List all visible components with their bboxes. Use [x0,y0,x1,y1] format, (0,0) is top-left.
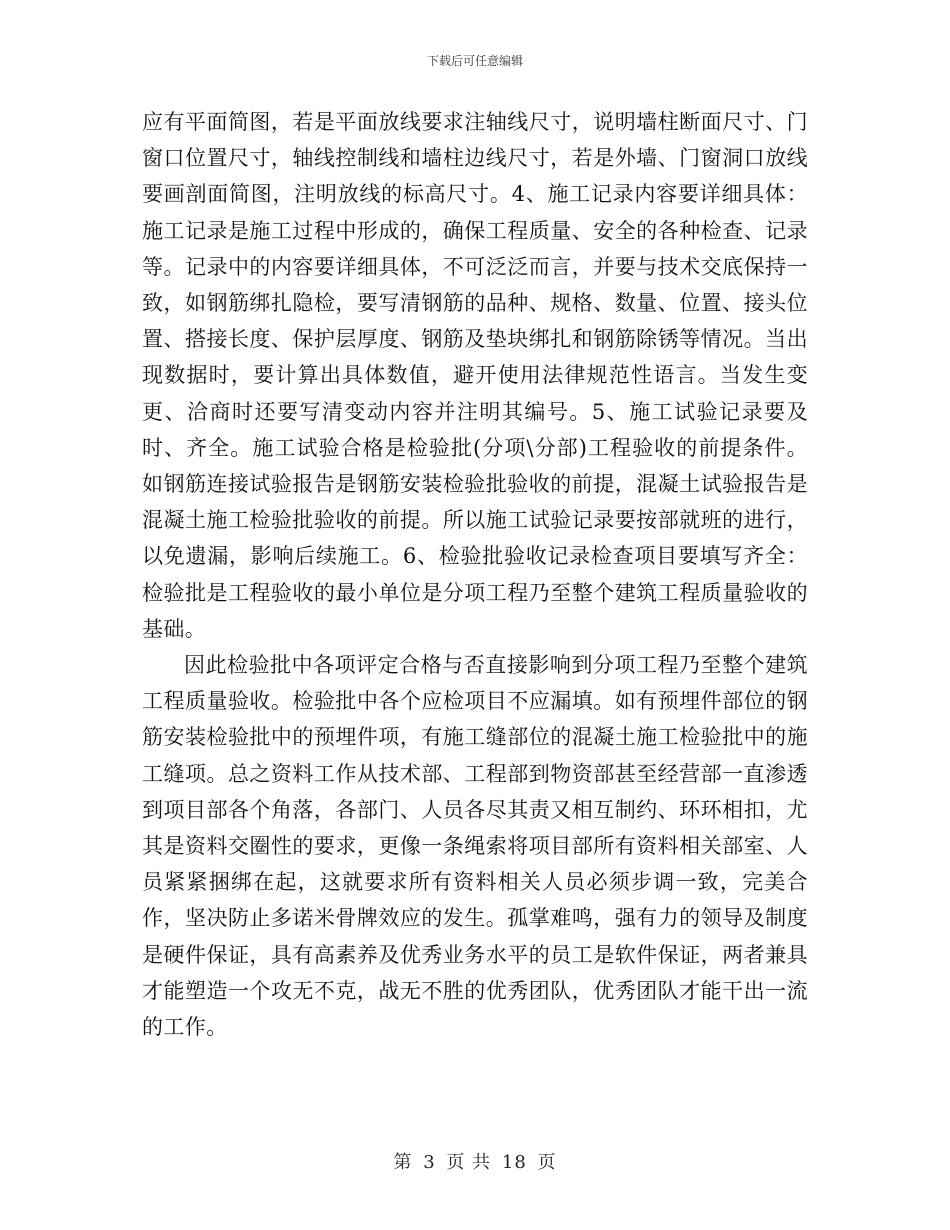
page-footer [0,1148,950,1174]
total-pages-number: 18 [501,1152,527,1173]
document-body [142,104,808,1045]
page-label-suffix: 页 [537,1152,557,1173]
page-header: 下载后可任意编辑 [426,54,523,68]
page-label-mid: 页 共 [446,1152,492,1173]
current-page-number: 3 [423,1152,436,1173]
body-paragraph-1: 应有平面简图，若是平面放线要求注轴线尺寸，说明墙柱断面尺寸、门窗口位置尺寸，轴线控制线和墙柱边线尺寸，若是外墙、门窗洞口放线要画剖面简图，注明放线的标高尺寸。4、施工记录内容要详细具体：施工记录是施工过程中形成的，确保工程质量、安全的各种检查、记录等。记录中的内容要详细具体，不可泛泛而言，并要与技术交底保持一致，如钢筋绑扎隐检，要写清钢筋的品种、规格、数量、位置、接头位置、搭接长度、保护层厚度、钢筋及垫块绑扎和钢筋除锈等情况。当出现数据时，要计算出具体数值，避开使用法律规范性语言。当发生变更、洽商时还要写清变动内容并注明其编号。5、施工试验记录要及时、齐全。施工试验合格是检验批(分项\分部)工程验收的前提条件。如钢筋连接试验报告是钢筋安装检验批验收的前提，混凝土试验报告是混凝土施工检验批验收的前提。所以施工试验记录要按部就班的进行，以免遗漏，影响后续施工。6、检验批验收记录检查项目要填写齐全：检验批是工程验收的最小单位是分项工程乃至整个建筑工程质量验收的基础。 [142,110,808,641]
body-paragraph-2: 因此检验批中各项评定合格与否直接影响到分项工程乃至整个建筑工程质量验收。检验批中各个应检项目不应漏填。如有预埋件部位的钢筋安装检验批中的预埋件项，有施工缝部位的混凝土施工检验批中的施工缝项。总之资料工作从技术部、工程部到物资部甚至经营部一直渗透到项目部各个角落，各部门、人员各尽其责又相互制约、环环相扣，尤其是资料交圈性的要求，更像一条绳索将项目部所有资料相关部室、人员紧紧捆绑在起，这就要求所有资料相关人员必须步调一致，完美合作，坚决防止多诺米骨牌效应的发生。孤掌难鸣，强有力的领导及制度是硬件保证，具有高素养及优秀业务水平的员工是软件保证，两者兼具才能塑造一个攻无不克，战无不胜的优秀团队，优秀团队才能干出一流的工作。 [142,653,808,1040]
page-label-prefix: 第 [393,1152,413,1173]
